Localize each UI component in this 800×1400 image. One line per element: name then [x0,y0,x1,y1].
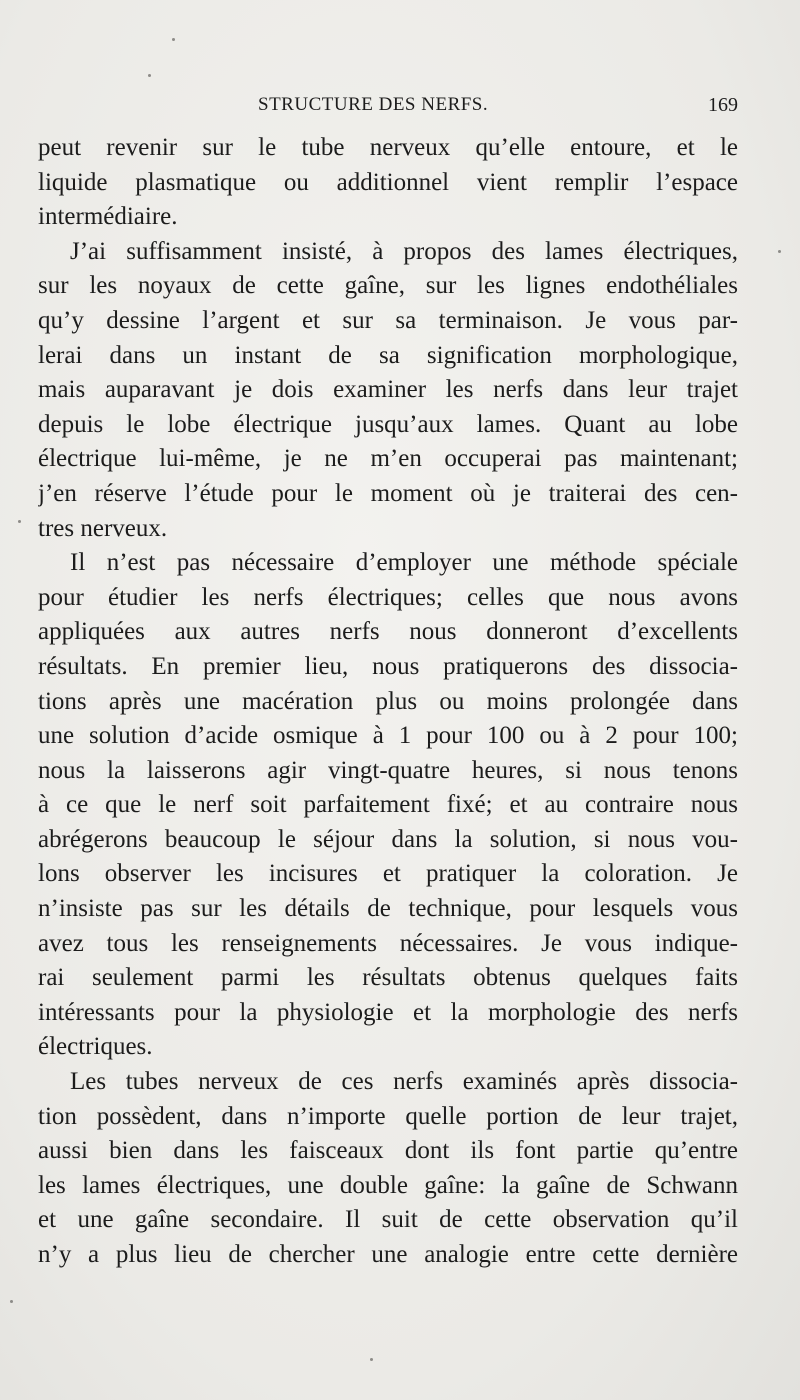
text-line: nous la laisserons agir vingt-quatre heures, si nous tenons [38,756,738,784]
body-text [38,131,738,1273]
text-line: tion possèdent, dans n’importe quelle portion de leur trajet, [38,1102,738,1130]
paragraph-3 [38,546,738,1065]
text-line: électriques. [38,1033,153,1061]
paragraph-1 [38,131,738,235]
text-line: et une gaîne secondaire. Il suit de cette observation qu’il [38,1206,738,1234]
running-header [38,94,738,118]
text-line: avez tous les renseignements nécessaires. Je vous indique- [38,929,738,957]
text-line: aussi bien dans les faisceaux dont ils font partie qu’entre [38,1137,738,1165]
text-line: depuis le lobe électrique jusqu’aux lames. Quant au lobe [38,410,738,438]
text-line: Les tubes nerveux de ces nerfs examinés après dissocia- [70,1068,738,1096]
text-line: pour étudier les nerfs électriques; celles que nous avons [38,583,738,611]
text-line: intéressants pour la physiologie et la morphologie des nerfs [38,998,738,1026]
text-line: tres nerveux. [38,514,168,542]
text-line: intermédiaire. [38,203,178,231]
text-line: liquide plasmatique ou additionnel vient remplir l’espace [38,168,738,196]
text-line: rai seulement parmi les résultats obtenus quelques faits [38,964,738,992]
page-number: 169 [708,94,738,116]
text-line: électrique lui-même, je ne m’en occuperai pas maintenant; [38,445,738,473]
text-line: lons observer les incisures et pratiquer la coloration. Je [38,860,738,888]
paragraph-4 [38,1065,738,1273]
paragraph-2 [38,235,738,546]
text-line: abrégerons beaucoup le séjour dans la solution, si nous vou- [38,825,738,853]
text-line: Il n’est pas nécessaire d’employer une méthode spéciale [70,549,738,577]
text-line: appliquées aux autres nerfs nous donneront d’excellents [38,618,738,646]
text-line: les lames électriques, une double gaîne: la gaîne de Schwann [38,1171,738,1199]
paper-speck [370,1358,373,1361]
text-line: une solution d’acide osmique à 1 pour 100 ou à 2 pour 100; [38,722,738,750]
text-line: peut revenir sur le tube nerveux qu’elle entoure, et le [38,134,738,161]
text-line: j’en réserve l’étude pour le moment où je traiterai des cen- [38,479,738,507]
text-line: sur les noyaux de cette gaîne, sur les lignes endothéliales [38,272,738,300]
text-line: qu’y dessine l’argent et sur sa terminaison. Je vous par- [38,306,738,334]
text-line: n’insiste pas sur les détails de technique, pour lesquels vous [38,895,738,923]
paper-speck [18,520,21,523]
text-line: à ce que le nerf soit parfaitement fixé; et au contraire nous [38,791,738,819]
paper-speck [778,250,781,253]
running-title: STRUCTURE DES NERFS. [258,94,489,115]
paper-speck [10,1300,13,1303]
text-line: n’y a plus lieu de chercher une analogie entre cette dernière [38,1241,738,1268]
text-line: lerai dans un instant de sa signification morphologique, [38,341,738,369]
text-line: résultats. En premier lieu, nous pratiquerons des dissocia- [38,652,738,680]
paper-speck [172,38,175,41]
text-line: tions après une macération plus ou moins prolongée dans [38,687,738,715]
text-line: J’ai suffisamment insisté, à propos des lames électriques, [70,237,738,265]
text-line: mais auparavant je dois examiner les nerfs dans leur trajet [38,376,738,404]
paper-speck [148,74,151,77]
